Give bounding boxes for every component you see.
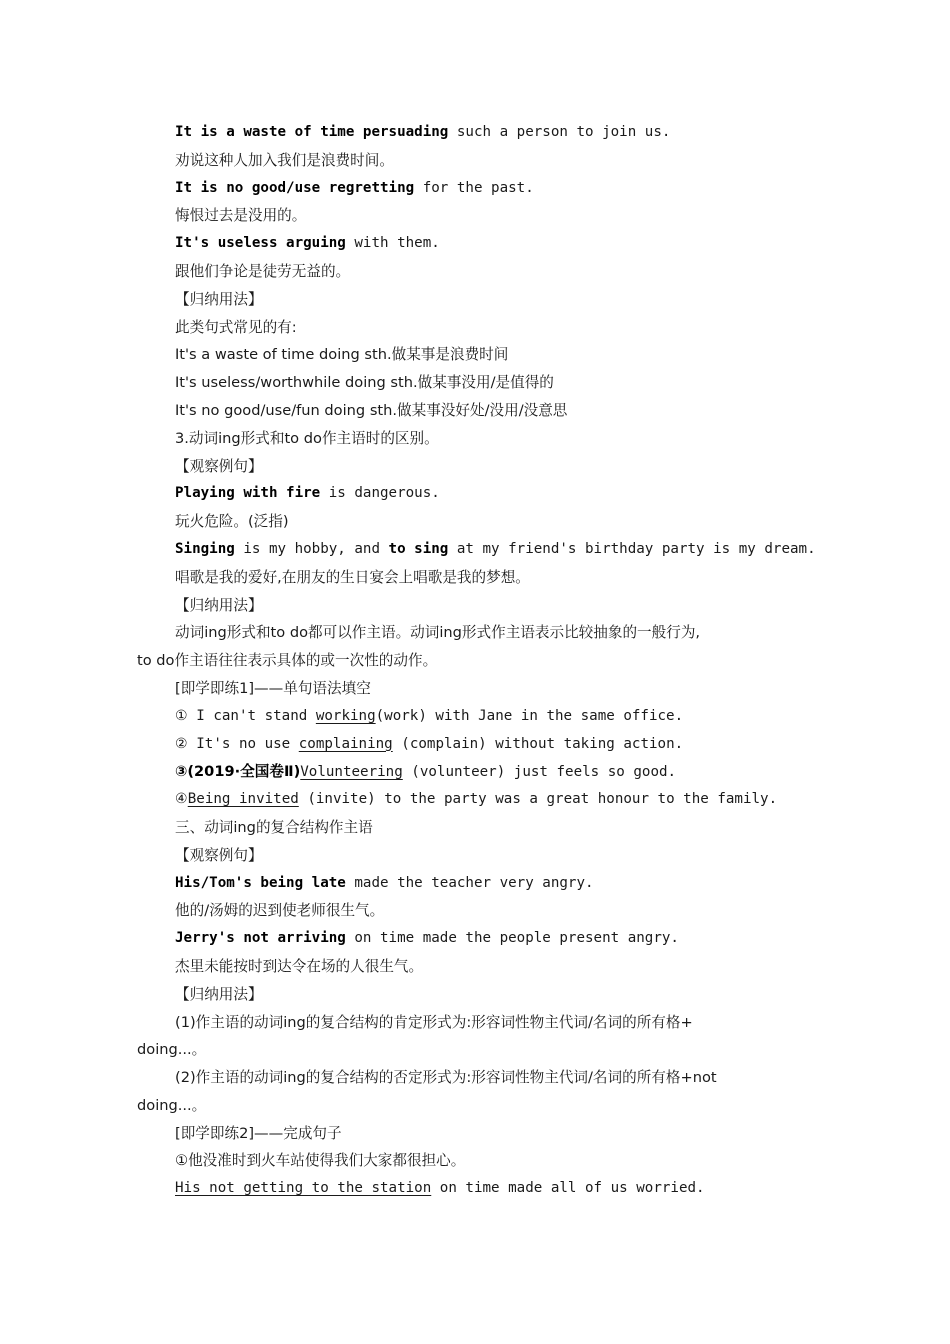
text-line [137,369,817,397]
text-run: (invite) to the party was a great honour to the family. [298,791,778,808]
text-line [137,480,817,508]
text-line [137,814,817,842]
text-run: 【归纳用法】 [175,596,263,614]
text-run: (work) with Jane in the same office. [375,707,684,724]
bold-text: It is a waste of time persuading [175,124,449,140]
text-run: (volunteer) just feels so good. [402,764,677,781]
text-run: at my friend's birthday party is my dream. [448,540,816,557]
text-line [137,981,817,1009]
text-run: 悔恨过去是没用的。 [175,207,307,225]
text-run: ④ [175,791,188,808]
text-run: 玩火危险。(泛指) [175,513,289,531]
text-line [137,1120,817,1148]
text-line [137,619,817,647]
text-line [137,1036,817,1064]
text-run: to do作主语往往表示具体的或一次性的动作。 [137,652,438,670]
bold-text: Playing with fire [175,485,321,502]
text-line [137,1092,817,1120]
text-run: for the past. [414,179,534,196]
text-run: 杰里未能按时到达令在场的人很生气。 [175,957,424,975]
answer-blank: complaining [298,735,393,752]
bold-text: to sing [388,540,449,557]
text-run: 劝说这种人加入我们是浪费时间。 [175,151,394,169]
bold-text: It's useless arguing [175,235,346,252]
text-line [137,564,817,592]
text-run: 动词ing形式和to do都可以作主语。动词ing形式作主语表示比较抽象的一般行为, [175,624,701,642]
text-line [137,897,817,925]
text-line [137,647,817,675]
text-run: [即学即练1]——单句语法填空 [175,679,371,697]
text-run: (complain) without taking action. [392,735,684,752]
text-line [137,1064,817,1092]
bold-text: It is no good/use regretting [175,179,415,196]
text-run: ①他没准时到火车站使得我们大家都很担心。 [175,1152,466,1170]
text-run: such a person to join us. [448,124,671,140]
answer-blank: Volunteering [300,764,403,781]
text-run: 此类句式常见的有: [175,318,297,336]
text-run: 跟他们争论是徒劳无益的。 [175,262,351,280]
text-run: is my hobby, and [234,540,389,557]
text-run: doing...。 [137,1096,207,1114]
bold-text: ③(2019·全国卷Ⅱ) [175,763,301,781]
answer-blank: working [315,707,376,724]
text-line [137,925,817,953]
text-line [137,453,817,481]
text-run: ② It's no use [175,735,299,752]
text-line [137,147,817,175]
text-line [137,202,817,230]
text-line [137,230,817,258]
text-line [137,119,817,147]
bold-text: Singing [175,540,235,557]
text-run: 三、动词ing的复合结构作主语 [175,818,373,836]
text-run: on time made all of us worried. [431,1180,705,1197]
text-run: 【观察例句】 [175,846,263,864]
text-line [137,1175,817,1203]
text-run: on time made the people present angry. [345,930,679,947]
text-line [137,175,817,203]
text-line [137,953,817,981]
text-run: ① I can't stand [175,707,316,724]
text-line [137,286,817,314]
text-line [137,842,817,870]
text-line [137,341,817,369]
text-line [137,758,817,786]
text-run: 他的/汤姆的迟到使老师很生气。 [175,902,385,920]
answer-blank: His not getting to the station [175,1180,432,1197]
text-run: 3.动词ing形式和to do作主语时的区别。 [175,429,439,447]
text-line [137,870,817,898]
text-run: 【归纳用法】 [175,290,263,308]
text-line [137,731,817,759]
text-line [137,1147,817,1175]
text-run: It's useless/worthwhile doing sth.做某事没用/是值得的 [175,374,554,392]
text-line [137,425,817,453]
text-run: (2)作主语的动词ing的复合结构的否定形式为:形容词性物主代词/名词的所有格+not [175,1069,717,1087]
bold-text: His/Tom's being late [175,874,346,891]
text-line [137,786,817,814]
text-run: It's a waste of time doing sth.做某事是浪费时间 [175,346,509,364]
text-run: with them. [345,235,440,252]
text-run: made the teacher very angry. [345,874,594,891]
text-run: [即学即练2]——完成句子 [175,1124,342,1142]
bold-text: Jerry's not arriving [175,930,346,947]
text-run: 唱歌是我的爱好,在朋友的生日宴会上唱歌是我的梦想。 [175,568,530,586]
text-run: doing...。 [137,1041,207,1059]
text-line [137,592,817,620]
text-line [137,258,817,286]
text-line [137,1009,817,1037]
text-run: is dangerous. [320,485,440,502]
text-run: 【归纳用法】 [175,985,263,1003]
text-line [137,536,817,564]
text-line [137,314,817,342]
text-line [137,703,817,731]
text-line [137,508,817,536]
text-run: (1)作主语的动词ing的复合结构的肯定形式为:形容词性物主代词/名词的所有格+ [175,1013,693,1031]
document-body [137,119,817,1203]
text-run: 【观察例句】 [175,457,263,475]
text-run: It's no good/use/fun doing sth.做某事没好处/没用/没意思 [175,401,568,419]
text-line [137,397,817,425]
answer-blank: Being invited [187,791,299,808]
text-line [137,675,817,703]
